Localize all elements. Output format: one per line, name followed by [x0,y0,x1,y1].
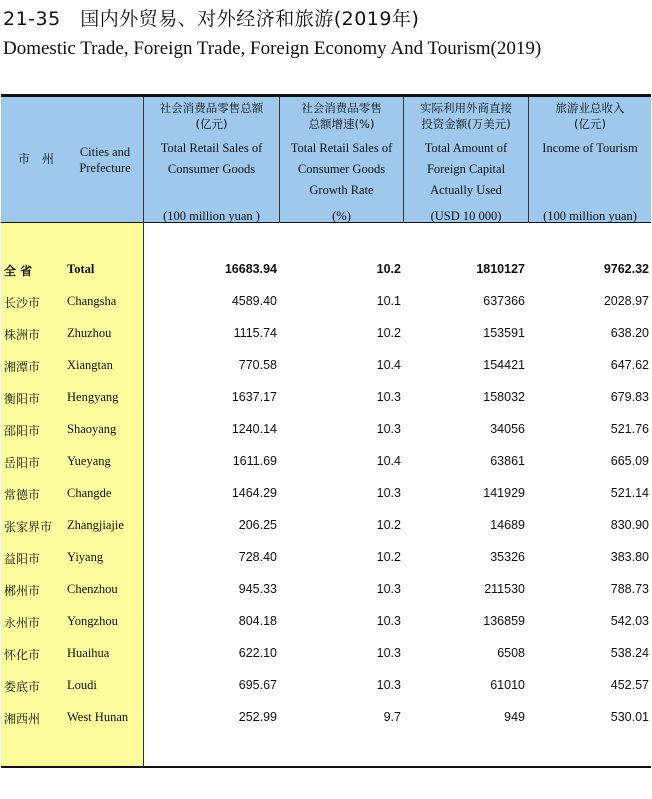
retail-sales-value: 804.18 [238,614,277,628]
city-name-cn: 全 省 [4,264,33,278]
table-row [0,542,652,574]
tourism-income-value: 9762.32 [603,262,649,276]
tourism-income-value: 521.14 [610,486,649,500]
fdi-value: 637366 [483,294,525,308]
header-retail-growth [280,100,403,222]
table-row [0,670,652,702]
tourism-income-value: 647.62 [610,358,649,372]
city-name-en: Shaoyang [67,422,117,436]
header-retail-sales [144,100,279,222]
header-retail-en-2: Consumer Goods [167,162,256,176]
growth-rate-value: 10.3 [376,678,401,692]
tourism-income-value: 542.03 [610,614,649,628]
city-name-en: Changde [67,486,112,500]
table-bottom-rule [1,766,651,768]
growth-rate-value: 10.3 [376,390,401,404]
tourism-income-value: 830.90 [610,518,649,532]
growth-rate-value: 9.7 [383,710,401,724]
city-name-cn: 怀化市 [4,648,41,662]
header-tourism-unit: (100 million yuan) [543,209,637,223]
fdi-value: 153591 [483,326,525,340]
growth-rate-value: 10.3 [376,582,401,596]
city-name-en: West Hunan [67,710,129,724]
city-name-en: Yiyang [67,550,104,564]
retail-sales-value: 945.33 [238,582,277,596]
header-retail-unit: (100 million yuan ) [163,209,260,223]
header-growth-unit: (%) [332,209,351,223]
growth-rate-value: 10.4 [376,358,401,372]
header-fdi-en-2: Foreign Capital [426,162,506,176]
retail-sales-value: 728.40 [238,550,277,564]
city-name-cn: 衡阳市 [4,392,41,406]
fdi-value: 35326 [490,550,525,564]
header-fdi-cn-2: 投资金额(万美元) [421,117,511,131]
city-name-en: Total [67,262,95,276]
retail-sales-value: 206.25 [238,518,277,532]
tourism-income-value: 383.80 [610,550,649,564]
city-name-cn: 长沙市 [4,296,41,310]
city-name-cn: 益阳市 [4,552,41,566]
header-tourism [529,100,651,222]
city-name-cn: 岳阳市 [4,456,41,470]
fdi-value: 211530 [484,582,525,596]
header-city-cn: 市 州 [18,152,58,166]
city-name-en: Huaihua [67,646,110,660]
city-name-en: Zhangjiajie [67,518,124,532]
city-name-en: Loudi [67,678,97,692]
fdi-value: 158032 [483,390,525,404]
header-city-en-line1: Cities and [79,145,131,159]
header-growth-en-1: Total Retail Sales of [290,141,393,155]
header-fdi-en-1: Total Amount of [424,141,508,155]
growth-rate-value: 10.3 [376,646,401,660]
city-name-cn: 湘西州 [4,712,41,726]
tourism-income-value: 665.09 [610,454,649,468]
header-tourism-cn-1: 旅游业总收入 [555,101,625,115]
fdi-value: 61010 [490,678,525,692]
growth-rate-value: 10.3 [376,422,401,436]
tourism-income-value: 530.01 [610,710,649,724]
retail-sales-value: 1464.29 [231,486,277,500]
city-name-cn: 株洲市 [4,328,41,342]
growth-rate-value: 10.4 [376,454,401,468]
header-fdi-cn-1: 实际利用外商直接 [420,101,512,115]
city-name-cn: 常德市 [4,488,41,502]
fdi-value: 34056 [490,422,525,436]
table-row [0,638,652,670]
city-name-en: Yongzhou [67,614,118,628]
city-name-cn: 郴州市 [4,584,41,598]
city-name-cn: 张家界市 [4,520,53,534]
city-name-cn: 湘潭市 [4,360,41,374]
city-name-en: Xiangtan [67,358,113,372]
header-tourism-cn-2: (亿元) [574,117,606,131]
city-name-en: Hengyang [67,390,119,404]
tourism-income-value: 521.76 [610,422,649,436]
table-row [0,382,652,414]
retail-sales-value: 1611.69 [232,454,277,468]
header-growth-cn-1: 社会消费品零售 [301,101,382,115]
retail-sales-value: 770.58 [238,358,277,372]
table-row [0,446,652,478]
tourism-income-value: 452.57 [610,678,649,692]
header-growth-en-2: Consumer Goods [297,162,386,176]
header-city-en-line2: Prefecture [79,161,131,175]
city-name-en: Zhuzhou [67,326,112,340]
fdi-value: 136859 [483,614,525,628]
growth-rate-value: 10.2 [376,326,401,340]
table-row [0,318,652,350]
growth-rate-value: 10.3 [376,486,401,500]
retail-sales-value: 1115.74 [233,326,277,340]
fdi-value: 14689 [490,518,525,532]
table-row [0,414,652,446]
header-growth-en-3: Growth Rate [309,183,374,197]
table-row-total [0,254,652,286]
growth-rate-value: 10.1 [376,294,401,308]
tourism-income-value: 538.24 [610,646,649,660]
growth-rate-value: 10.3 [376,614,401,628]
retail-sales-value: 695.67 [238,678,277,692]
growth-rate-value: 10.2 [376,262,401,276]
table-row [0,286,652,318]
table-row [0,574,652,606]
tourism-income-value: 638.20 [610,326,649,340]
retail-sales-value: 1637.17 [231,390,277,404]
fdi-value: 1810127 [476,262,525,276]
retail-sales-value: 252.99 [238,710,277,724]
fdi-value: 141929 [483,486,525,500]
city-name-cn: 邵阳市 [4,424,41,438]
city-name-en: Yueyang [67,454,111,468]
header-retail-en-1: Total Retail Sales of [160,141,263,155]
city-name-cn: 娄底市 [4,680,41,694]
growth-rate-value: 10.2 [376,518,401,532]
fdi-value: 949 [504,710,525,724]
header-fdi-unit: (USD 10 000) [430,209,502,223]
header-fdi-en-3: Actually Used [430,183,502,197]
table-row [0,478,652,510]
header-retail-cn-1: 社会消费品零售总额 [159,101,264,115]
fdi-value: 63861 [490,454,525,468]
page-title-en: Domestic Trade, Foreign Trade, Foreign Economy And Tourism(2019) [3,38,542,59]
table-row [0,510,652,542]
retail-sales-value: 4589.40 [231,294,277,308]
tourism-income-value: 2028.97 [603,294,649,308]
retail-sales-value: 622.10 [238,646,277,660]
city-name-cn: 永州市 [4,616,41,630]
table-row [0,350,652,382]
growth-rate-value: 10.2 [376,550,401,564]
header-tourism-en-1: Income of Tourism [542,141,638,155]
tourism-income-value: 679.83 [610,390,649,404]
fdi-value: 154421 [483,358,525,372]
header-retail-cn-2: (亿元) [195,117,228,131]
fdi-value: 6508 [497,646,525,660]
city-name-en: Changsha [67,294,117,308]
tourism-income-value: 788.73 [610,582,649,596]
city-name-en: Chenzhou [67,582,118,596]
header-city-en [70,144,140,176]
table-row [0,702,652,734]
retail-sales-value: 16683.94 [224,262,277,276]
header-growth-cn-2: 总额增速(%) [308,117,375,131]
header-fdi [404,100,528,222]
page-title-cn: 21-35 国内外贸易、对外经济和旅游(2019年) [3,8,420,30]
table-row [0,606,652,638]
retail-sales-value: 1240.14 [231,422,277,436]
